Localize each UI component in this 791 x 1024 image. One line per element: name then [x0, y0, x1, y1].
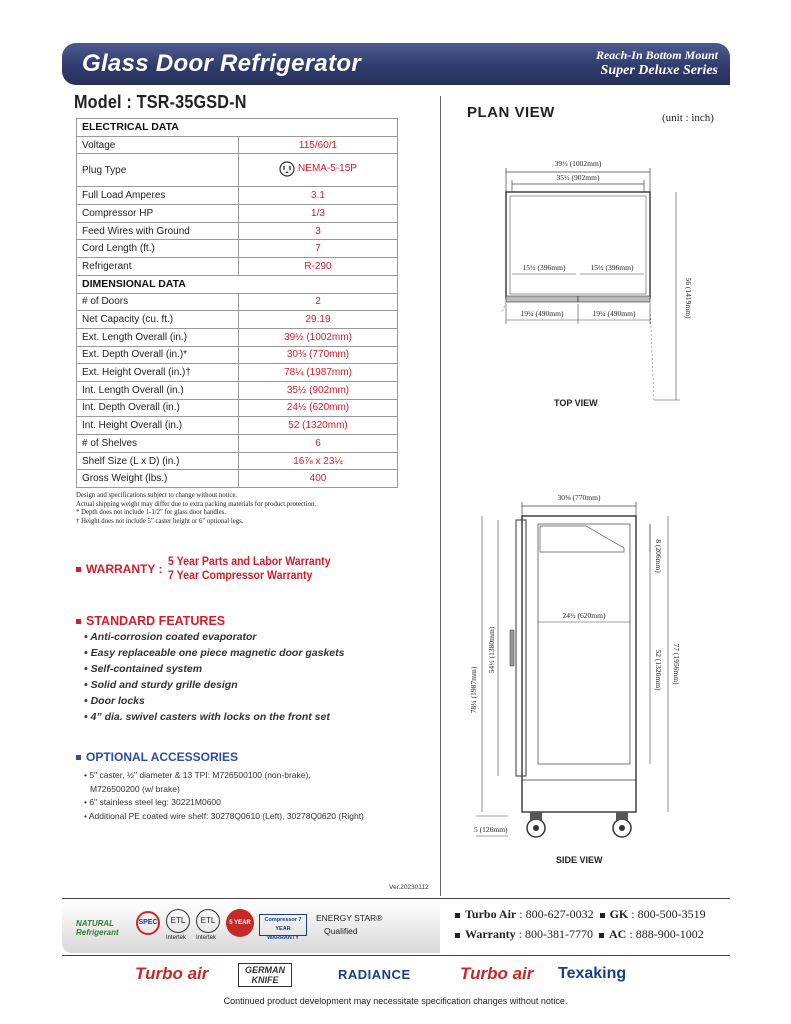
note-line: Design and specifications subject to change without notice.	[76, 492, 238, 499]
table-row	[77, 399, 398, 417]
dim-int-depth: 24½ (620mm)	[562, 611, 606, 620]
standard-features	[76, 614, 344, 727]
spec-label: Ext. Height Overall (in.)†	[77, 364, 239, 382]
contact-phone: 888-900-1002	[635, 927, 704, 941]
spec-label: Ext. Depth Overall (in.)*	[77, 346, 239, 364]
table-row	[77, 364, 398, 382]
series-line-2: Super Deluxe Series	[600, 63, 718, 78]
list-item: M726500200 (w/ brake)	[90, 783, 180, 794]
spec-value: 35½ (902mm)	[239, 381, 398, 399]
turbo-air-logo: Turbo air	[460, 964, 534, 983]
dim-door-right: 15½ (396mm)	[590, 263, 634, 272]
spec-value: 115/60/1	[239, 136, 398, 154]
dim-side-depth: 30⅜ (770mm)	[557, 493, 601, 502]
version-label: Ver.20230112	[389, 884, 429, 891]
radiance-logo: RADIANCE	[338, 967, 411, 982]
optional-accessories-heading: OPTIONAL ACCESSORIES	[86, 750, 239, 764]
intertek-label: Intertek	[166, 935, 187, 941]
electrical-heading: ELECTRICAL DATA	[77, 119, 398, 137]
spec-value: 400	[239, 470, 398, 488]
spec-value: 29.19	[239, 311, 398, 329]
turbo-air-logo: Turbo air	[135, 964, 209, 983]
contact-name: AC	[609, 927, 627, 941]
spec-label: Ext. Length Overall (in.)	[77, 328, 239, 346]
table-row	[77, 452, 398, 470]
series-line-1: Reach-In Bottom Mount	[595, 48, 718, 62]
plan-view-title: PLAN VIEW	[467, 104, 555, 121]
spec-value: 3	[239, 222, 398, 240]
spec-label: Int. Length Overall (in.)	[77, 381, 239, 399]
bullet-icon	[76, 567, 81, 572]
spec-label: Int. Height Overall (in.)	[77, 417, 239, 435]
footer-note: Continued product development may necessitate specification changes without notice.	[223, 996, 568, 1006]
spec-value: 52 (1320mm)	[239, 417, 398, 435]
note-line: Actual shipping weight may differ due to extra packing materials for product protection.	[76, 500, 317, 508]
spec-value: 16⅞ x 23¼	[239, 452, 398, 470]
spec-value: 3.1	[239, 187, 398, 205]
bullet-icon	[76, 619, 81, 624]
bullet-icon	[76, 755, 81, 760]
divider-line	[62, 955, 730, 956]
dim-int-height: 52 (1320mm)	[654, 649, 663, 691]
table-row	[77, 258, 398, 276]
spec-table	[76, 118, 398, 488]
contact-name: Turbo Air	[465, 907, 517, 921]
compressor-warranty-badge: Compressor 7 YEAR WARRANTY	[259, 914, 307, 936]
spec-label: Feed Wires with Ground	[77, 222, 239, 240]
spec-label: Voltage	[77, 136, 239, 154]
list-item: 5" caster, ½" diameter & 13 TPI: M726500100 (non-brake),	[89, 770, 311, 780]
spec-label: Refrigerant	[77, 258, 239, 276]
dim-door-left: 15½ (396mm)	[522, 263, 566, 272]
table-row	[77, 240, 398, 258]
contact-phone: 800-500-3519	[637, 907, 706, 921]
bullet-icon	[455, 933, 460, 938]
side-view-caption: SIDE VIEW	[556, 855, 603, 865]
spec-value: 1/3	[239, 205, 398, 223]
contact-name: GK	[609, 907, 629, 921]
german-knife-logo: GERMAN KNIFE	[238, 963, 292, 987]
table-row	[77, 435, 398, 453]
page-title: Glass Door Refrigerator	[82, 50, 361, 77]
warranty-line-1: 5 Year Parts and Labor Warranty	[168, 554, 331, 568]
top-view-caption: TOP VIEW	[554, 398, 598, 408]
list-item: Door locks	[90, 695, 145, 707]
brand-logos	[130, 962, 670, 988]
spec-value: NEMA-5-15P	[298, 163, 357, 175]
spec-value: R-290	[239, 258, 398, 276]
table-row	[77, 346, 398, 364]
note-line: * Depth does not include 1-1/2" for glass door handles.	[76, 509, 227, 517]
dimensional-heading: DIMENSIONAL DATA	[77, 275, 398, 293]
table-row	[77, 311, 398, 329]
dim-overall-height: 78¼ (1987mm)	[469, 666, 478, 714]
list-item: 6" stainless steel leg: 30221M0600	[89, 797, 221, 807]
table-row	[77, 205, 398, 223]
bullet-icon	[455, 913, 460, 918]
accessory-list: • 5" caster, ½" diameter & 13 TPI: M726500100 (non-brake), M726500200 (w/ brake) • 6" stainless steel leg: 30221M0600 • Additional PE coated wire shelf: 30278Q0610 (Left), 30278Q0620 (Right)	[84, 770, 364, 821]
warranty-line-2: 7 Year Compressor Warranty	[168, 568, 313, 582]
texaking-logo: Texaking	[558, 965, 627, 982]
standard-features-heading: STANDARD FEATURES	[86, 614, 226, 628]
dim-overall-width: 39½ (1002mm)	[554, 159, 602, 168]
list-item: Self-contained system	[90, 663, 203, 675]
table-row	[77, 154, 398, 187]
list-item: Additional PE coated wire shelf: 30278Q0610 (Left), 30278Q0620 (Right)	[88, 810, 364, 821]
energy-star-label: ENERGY STAR®	[316, 913, 383, 923]
certification-bar	[62, 901, 440, 953]
optional-accessories	[76, 750, 364, 823]
spec-value: 2	[239, 293, 398, 311]
model-number: Model : TSR-35GSD-N	[74, 92, 247, 112]
dim-cabinet-height: 77 (1956mm)	[672, 643, 681, 685]
dim-depth-open: 56 (1419mm)	[684, 277, 693, 319]
contact-info: Turbo Air : 800-627-0032 GK : 800-500-3519 Warranty : 800-381-7770 AC : 888-900-1002	[455, 907, 706, 947]
bullet-icon	[600, 913, 605, 918]
spec-label: Int. Depth Overall (in.)	[77, 399, 239, 417]
dim-inner-width: 35½ (902mm)	[556, 173, 600, 182]
spec-label: Shelf Size (L x D) (in.)	[77, 452, 239, 470]
note-line: † Height does not include 5" caster height or 6" optional legs.	[76, 517, 244, 525]
table-row	[77, 136, 398, 154]
table-row	[77, 187, 398, 205]
dim-top-offset: 8 (206mm)	[654, 539, 663, 573]
list-item: Solid and sturdy grille design	[90, 679, 238, 691]
etl-icon: ETL	[166, 909, 190, 933]
footnotes	[76, 492, 316, 526]
spec-label: Cord Length (ft.)	[77, 240, 239, 258]
spec-value: 24½ (620mm)	[239, 399, 398, 417]
feature-list: • Anti-corrosion coated evaporator • Easy replaceable one piece magnetic door gaskets • Self-contained system • Solid and sturdy grille design • Door locks • 4” dia. swivel casters with locks on the front set	[84, 631, 345, 723]
dim-door-height: 54½ (1380mm)	[487, 626, 496, 674]
table-row	[77, 222, 398, 240]
column-divider	[440, 96, 441, 896]
spec-label: Net Capacity (cu. ft.)	[77, 311, 239, 329]
spec-label: Plug Type	[77, 154, 239, 187]
dim-caster: 5 (126mm)	[474, 825, 508, 834]
dim-swing-left: 19¼ (490mm)	[520, 309, 564, 318]
side-view-drawing	[468, 490, 698, 840]
intertek-label: Intertek	[196, 935, 217, 941]
spec-label: # of Doors	[77, 293, 239, 311]
list-item: Easy replaceable one piece magnetic door gaskets	[90, 647, 345, 659]
warranty-label: WARRANTY :	[86, 562, 163, 576]
divider-line	[62, 898, 730, 899]
dim-swing-right: 19¼ (490mm)	[592, 309, 636, 318]
list-item: 4” dia. swivel casters with locks on the front set	[90, 711, 330, 723]
etl-sanitation-icon: ETL	[196, 909, 220, 933]
spec-label: Full Load Amperes	[77, 187, 239, 205]
bullet-icon	[599, 933, 604, 938]
contact-phone: 800-381-7770	[525, 927, 594, 941]
table-row	[77, 328, 398, 346]
spec-label: Compressor HP	[77, 205, 239, 223]
energy-star-qualified: Qualified	[324, 926, 358, 936]
table-row	[77, 293, 398, 311]
spec-logo: SPEC	[136, 911, 160, 935]
table-row	[77, 381, 398, 399]
table-row	[77, 417, 398, 435]
spec-label: Gross Weight (lbs.)	[77, 470, 239, 488]
spec-value: 78¼ (1987mm)	[239, 364, 398, 382]
table-row	[77, 470, 398, 488]
plug-icon	[279, 161, 295, 177]
spec-value: 39½ (1002mm)	[239, 328, 398, 346]
spec-label: # of Shelves	[77, 435, 239, 453]
unit-label: (unit : inch)	[662, 112, 714, 124]
natural-refrigerant-logo: NATURAL Refrigerant	[76, 919, 119, 937]
top-view-drawing	[450, 148, 710, 408]
five-year-seal: 5 YEAR	[226, 909, 254, 937]
spec-value: 7	[239, 240, 398, 258]
contact-name: Warranty	[465, 927, 516, 941]
list-item: Anti-corrosion coated evaporator	[90, 631, 257, 643]
spec-value: 6	[239, 435, 398, 453]
spec-value: 30⅜ (770mm)	[239, 346, 398, 364]
contact-phone: 800-627-0032	[525, 907, 594, 921]
title-banner	[62, 43, 730, 85]
